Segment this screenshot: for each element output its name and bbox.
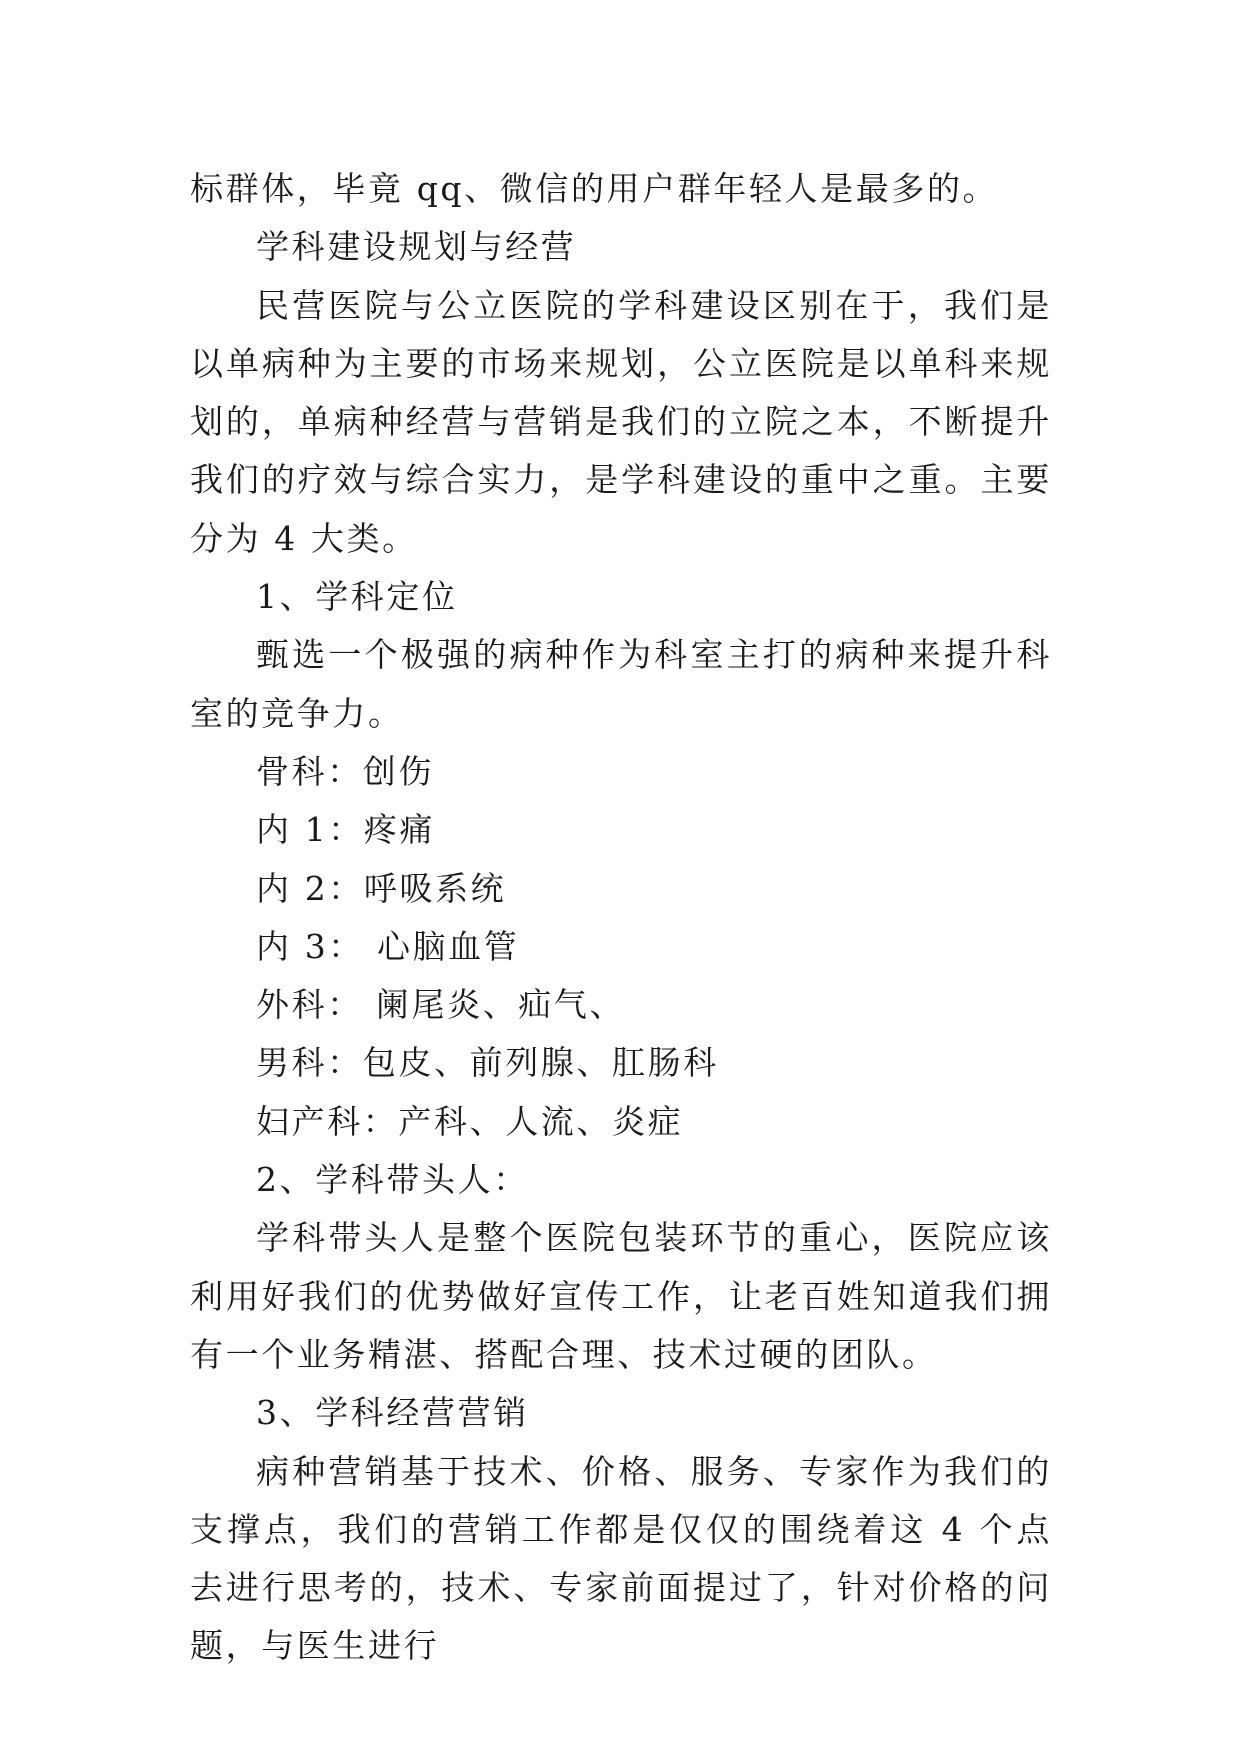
subheading-discipline-positioning: 1、学科定位 [256,577,458,617]
list-item-gynecology: 妇产科：产科、人流、炎症 [256,1101,684,1141]
list-item-andrology: 男科：包皮、前列腺、肛肠科 [256,1043,719,1083]
subheading-discipline-leader: 2、学科带头人： [256,1160,529,1200]
list-item-internal-1: 内 1：疼痛 [256,810,436,850]
paragraph-select-disease: 甄选一个极强的病种作为科室主打的病种来提升科室的竞争力。 [190,635,1052,733]
list-item-internal-2: 内 2：呼吸系统 [256,868,507,908]
paragraph-disease-marketing: 病种营销基于技术、价格、服务、专家作为我们的支撑点，我们的营销工作都是仅仅的围绕着这 4 个点去进行思考的，技术、专家前面提过了，针对价格的问题，与医生进行 [190,1451,1052,1666]
subheading-discipline-marketing: 3、学科经营营销 [256,1393,529,1433]
list-item-surgery: 外科： 阑尾炎、疝气、 [256,985,626,1025]
section-heading-discipline-planning: 学科建设规划与经营 [256,227,577,267]
paragraph-discipline-leader: 学科带头人是整个医院包装环节的重心，医院应该利用好我们的优势做好宣传工作，让老百姓知道我们拥有一个业务精湛、搭配合理、技术过硬的团队。 [190,1218,1052,1374]
paragraph-discipline-difference: 民营医院与公立医院的学科建设区别在于，我们是以单病种为主要的市场来规划，公立医院是以单科来规划的，单病种经营与营销是我们的立院之本，不断提升我们的疗效与综合实力，是学科建设的重中之重。主要分为 4 大类。 [190,285,1052,558]
document-body [190,160,1052,1676]
list-item-orthopedics: 骨科：创伤 [256,751,434,791]
list-item-internal-3: 内 3： 心脑血管 [256,926,520,966]
paragraph-target-group-continuation: 标群体，毕竟 qq、微信的用户群年轻人是最多的。 [190,169,999,208]
